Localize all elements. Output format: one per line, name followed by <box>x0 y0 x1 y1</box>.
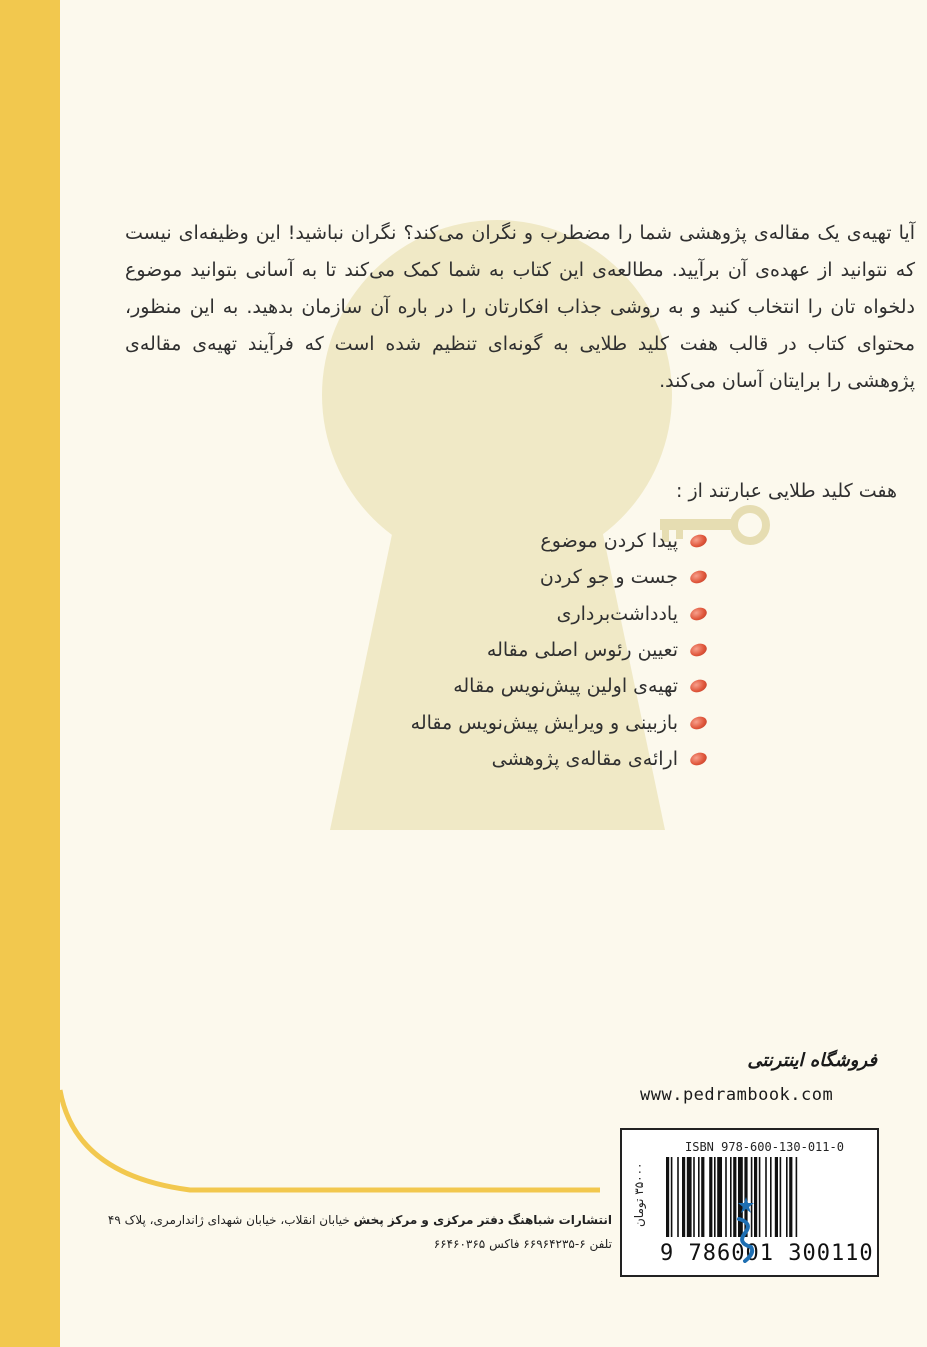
intro-paragraph: آیا تهیه‌ی یک مقاله‌ی پژوهشی شما را مضطرب و نگران می‌کند؟ نگران نباشید! این وظیفه‌ای نیست که نتوانید از عهده‌ی آن برآیید. مطالعه‌ی این کتاب به شما کمک می‌کند تا به آسانی بتوانید موضوع دلخواه تان را انتخاب کنید و به روشی جذاب افکارتان را در باره آن سازمان بدهید. به این منظور، محتوای کتاب در قالب هفت کلید طلایی به گونه‌ای تنظیم شده است که فرآیند تهیه‌ی مقاله‌ی پژوهشی را برایتان آسان می‌کند. <box>125 222 915 392</box>
publisher-logo-icon <box>733 1195 759 1263</box>
shop-url-link[interactable]: www.pedrambook.com <box>640 1085 834 1105</box>
barcode-icon <box>662 1157 862 1239</box>
publisher-office: دفتر مرکزی و مرکز پخش <box>353 1213 504 1227</box>
bullet-icon <box>688 714 708 731</box>
publisher-address-line <box>108 1213 612 1227</box>
list-item <box>287 523 707 559</box>
online-shop-label: فروشگاه اینترنتی <box>747 1050 877 1071</box>
list-item-label: ارائه‌ی مقاله‌ی پژوهشی <box>491 747 678 770</box>
price-label: ۳۵۰۰۰ تومان <box>632 1162 646 1228</box>
list-item <box>287 668 707 704</box>
bullet-icon <box>688 641 708 658</box>
publisher-address: خیابان انقلاب، خیابان شهدای ژاندارمری، پلاک ۴۹ <box>107 1213 350 1227</box>
list-item <box>287 559 707 595</box>
list-item-label: تهیه‌ی اولین پیش‌نویس مقاله <box>453 675 678 698</box>
bullet-icon <box>688 569 708 586</box>
publisher-contact-line <box>434 1237 612 1251</box>
isbn-label: ISBN 978-600-130-011-0 <box>685 1140 844 1154</box>
list-item-label: پیدا کردن موضوع <box>540 530 678 553</box>
list-item <box>287 741 707 777</box>
list-item <box>287 632 707 668</box>
publisher-phone: تلفن ۶-۶۶۹۶۴۲۳۵ <box>523 1237 612 1251</box>
bullet-icon <box>688 750 708 767</box>
list-item-label: تعیین رئوس اصلی مقاله <box>486 639 678 662</box>
keys-list <box>287 523 707 777</box>
bullet-icon <box>688 533 708 550</box>
list-item-label: یادداشت‌برداری <box>556 602 678 625</box>
list-item <box>287 596 707 632</box>
bullet-icon <box>688 605 708 622</box>
list-item-label: جست و جو کردن <box>539 566 678 589</box>
list-item <box>287 704 707 740</box>
bullet-icon <box>688 678 708 695</box>
keys-heading: هفت کلید طلایی عبارتند از : <box>676 480 897 502</box>
publisher-name: انتشارات شباهنگ <box>507 1213 612 1227</box>
publisher-fax: فاکس ۶۶۴۶۰۳۶۵ <box>433 1237 520 1251</box>
list-item-label: بازبینی و ویرایش پیش‌نویس مقاله <box>410 711 678 734</box>
isbn-number: 9 786001 300110 <box>660 1241 874 1266</box>
